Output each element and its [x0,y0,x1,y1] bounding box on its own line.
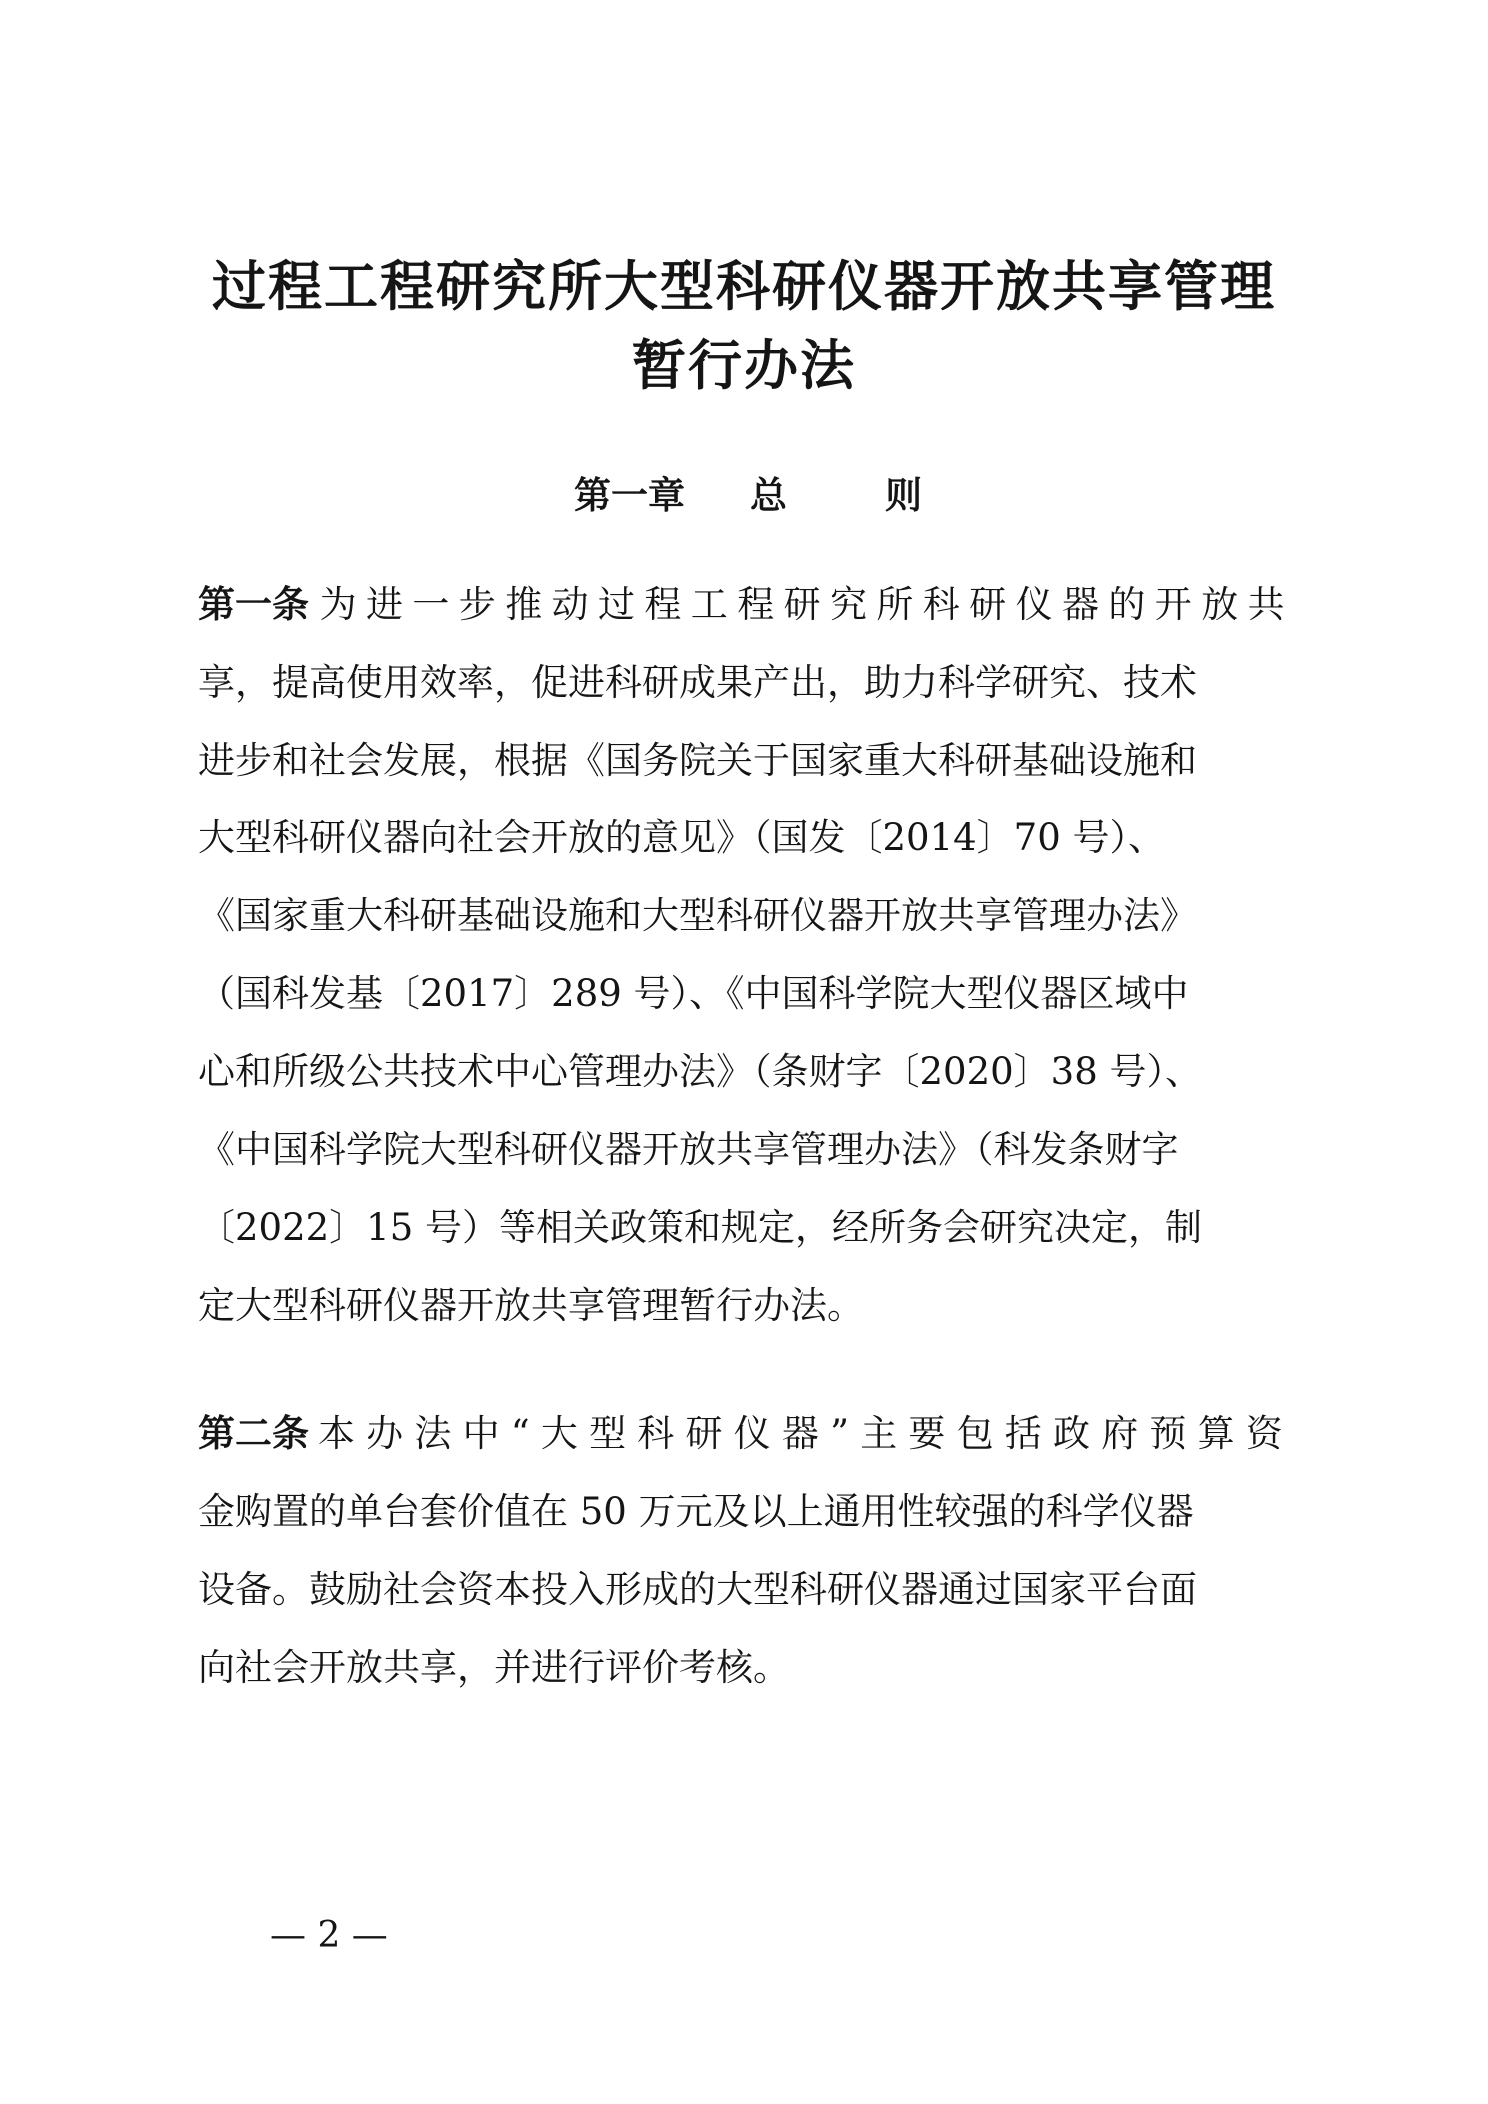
chapter-title-part-2: 则 [885,474,922,517]
article-2-line-1 [198,1404,1294,1464]
article-2-line-4: 向社会开放共享，并进行评价考核。 [198,1646,790,1689]
article-1-line-3: 进步和社会发展，根据《国务院关于国家重大科研基础设施和 [198,739,1197,782]
article-2-line-3: 设备。鼓励社会资本投入形成的大型科研仪器通过国家平台面 [198,1568,1197,1611]
chapter-title-part-1: 总 [750,474,787,517]
page-number: — 2 — [270,1915,388,1956]
article-2-text: 本办法中“大型科研仪器”主要包括政府预算资 [317,1412,1294,1455]
chapter-heading [574,465,922,519]
document-title-line-2: 暂行办法 [632,334,856,397]
article-2-line-2: 金购置的单台套价值在 50 万元及以上通用性较强的科学仪器 [198,1490,1194,1533]
article-1-line-7: 心和所级公共技术中心管理办法》（条财字〔2020〕38 号）、 [198,1050,1203,1093]
article-1-line-5: 《国家重大科研基础设施和大型科研仪器开放共享管理办法》 [198,894,1197,937]
article-1-line-2: 享，提高使用效率，促进科研成果产出，助力科学研究、技术 [198,661,1197,704]
document-title-line-1: 过程工程研究所大型科研仪器开放共享管理 [212,255,1276,318]
article-1-line-9: 〔2022〕15 号）等相关政策和规定，经所务会研究决定，制 [198,1206,1203,1249]
article-1-line-4: 大型科研仪器向社会开放的意见》（国发〔2014〕70 号）、 [198,816,1166,859]
article-1-heading: 第一条 [198,583,309,626]
article-2-heading: 第二条 [198,1412,309,1455]
article-1-line-6: （国科发基〔2017〕289 号）、《中国科学院大型仪器区域中 [198,972,1189,1015]
article-1-line-10: 定大型科研仪器开放共享管理暂行办法。 [198,1284,864,1327]
article-1-text: 为进一步推动过程工程研究所科研仪器的开放共 [319,583,1294,626]
chapter-number: 第一章 [574,474,685,517]
article-1-line-8: 《中国科学院大型科研仪器开放共享管理办法》（科发条财字 [198,1128,1179,1171]
article-1-line-1 [198,575,1294,635]
